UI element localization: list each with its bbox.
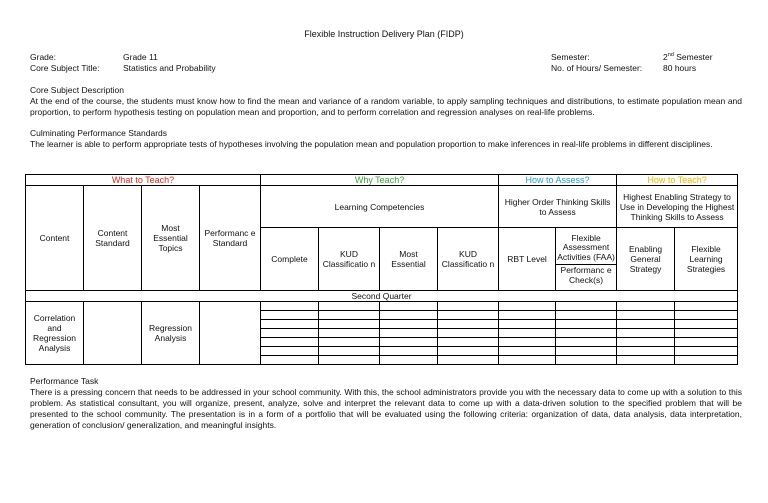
grade-label: Grade: [30, 52, 56, 62]
rbt-level-header: RBT Level [499, 228, 556, 291]
how-to-assess-header: How to Assess? [499, 175, 617, 186]
hours-label: No. of Hours/ Semester: [551, 63, 643, 73]
complete-header: Complete [261, 228, 319, 291]
content-standard-header: Content Standard [84, 186, 142, 291]
faa-cell [556, 228, 617, 291]
category-row [26, 175, 738, 186]
fidp-table [25, 174, 738, 365]
description-text: At the end of the course, the students must know how to find the mean and variance of a random variable, to apply sampling techniques and distributions, to estimate population mean and proportion, to perform hypothesis testing on population mean and proportion, and to perform correlation and regression analyses on real-life problems. [30, 96, 742, 117]
left-meta [30, 52, 216, 74]
culminating-header: Culminating Performance Standards [30, 128, 168, 138]
learning-competencies-header: Learning Competencies [261, 186, 499, 228]
what-to-teach-header: What to Teach? [26, 175, 261, 186]
document-title: Flexible Instruction Delivery Plan (FIDP) [304, 29, 464, 39]
subject-title-label: Core Subject Title: [30, 63, 100, 73]
content-cell: Correlation and Regression Analysis [26, 302, 84, 365]
performance-standard-header: Performanc e Standard [200, 186, 261, 291]
quarter-label: Second Quarter [26, 291, 738, 302]
content-header: Content [26, 186, 84, 291]
performance-task [30, 376, 742, 431]
semester-value: 2nd Semester [663, 52, 713, 62]
flexible-strategies-header: Flexible Learning Strategies [675, 228, 738, 291]
most-essential-topics-header: Most Essential Topics [142, 186, 200, 291]
subject-title-value: Statistics and Probability [123, 63, 216, 73]
description-header: Core Subject Description [30, 85, 125, 95]
kud-classification-header-1: KUD Classificatio n [319, 228, 380, 291]
performance-checks-header: Performanc e Check(s) [560, 265, 612, 285]
quarter-row [26, 291, 738, 302]
header-row-1 [26, 186, 738, 228]
grade-value: Grade 11 [123, 52, 158, 62]
culminating-standards [30, 128, 742, 150]
hours-value: 80 hours [663, 63, 697, 73]
core-subject-description [30, 85, 742, 118]
hots-header: Higher Order Thinking Skills to Assess [499, 186, 617, 228]
most-essential-header: Most Essential [380, 228, 438, 291]
performance-task-text: There is a pressing concern that needs to be addressed in your school community. With this, the school administrators provide you with the necessary data to come up with a solution to this problem. As statistical consultant, you will organize, present, analyze, solve and interpret the relevant data to come up with a data-driven solution to the specified problem that will be presented to the school community. The presentation is in a form of a portfolio that will be evaluated using the following criteria: organization of data, data analysis, data interpretation, generation of conclusion/ generalization, and meaningful insights. [30, 387, 742, 430]
culminating-text: The learner is able to perform appropriate tests of hypotheses involving the population mean and population proportion to make inferences in real-life problems in different disciplines. [30, 139, 713, 149]
how-to-teach-header: How to Teach? [617, 175, 738, 186]
semester-label: Semester: [551, 52, 590, 62]
kud-classification-header-2: KUD Classificatio n [438, 228, 499, 291]
performance-task-header: Performance Task [30, 376, 99, 386]
highest-strategy-header: Highest Enabling Strategy to Use in Developing the Highest Thinking Skills to Assess [617, 186, 738, 228]
right-meta [551, 52, 713, 74]
topic-cell: Regression Analysis [142, 302, 200, 365]
content-standard-cell [84, 302, 142, 365]
performance-standard-cell [200, 302, 261, 365]
faa-header: Flexible Assessment Activities (FAA) [556, 232, 616, 266]
why-teach-header: Why Teach? [261, 175, 499, 186]
enabling-strategy-header: Enabling General Strategy [617, 228, 675, 291]
table-row [26, 302, 738, 311]
